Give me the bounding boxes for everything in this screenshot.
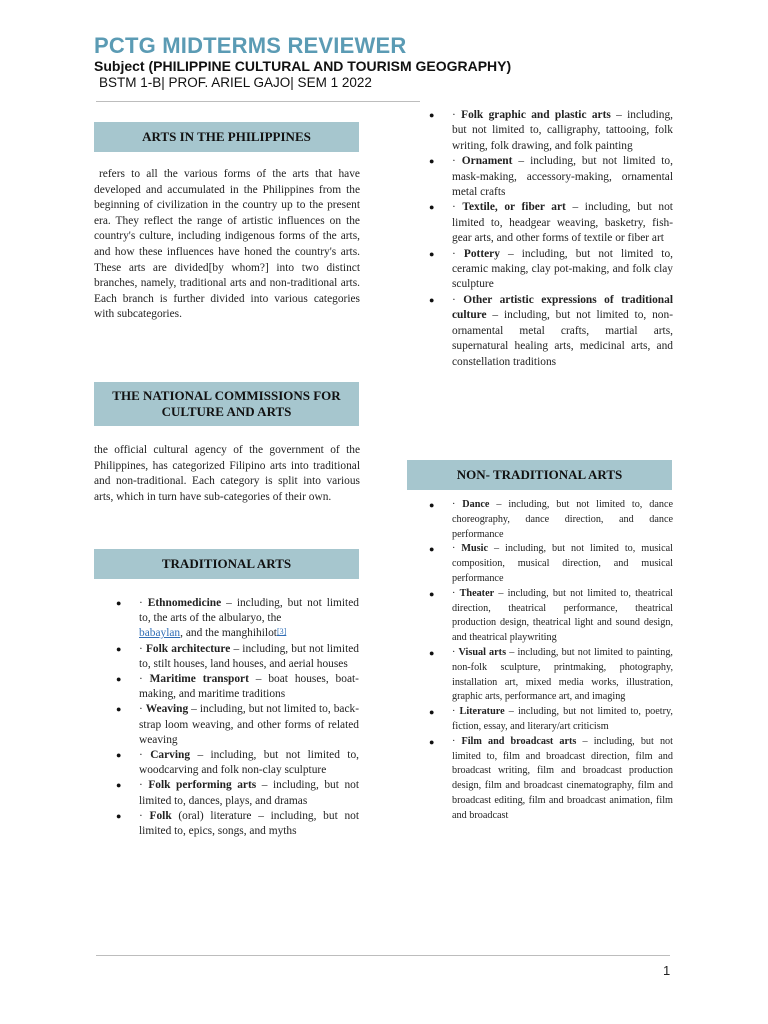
babaylan-link[interactable]: babaylan (139, 627, 181, 640)
list-item: ● · Ethnomedicine – including, but not limited to, the arts of the albularyo, the babaylan, and the manghihilot[3] (139, 596, 359, 642)
list-item: ● · Pottery – including, but not limited to, ceramic making, clay pot-making, and folk clay sculpture (452, 247, 673, 293)
arts-paragraph: refers to all the various forms of the arts that have developed and accumulated in the Philippines from the beginning of civilization in the country up to the present era. They reflect the range of artistic influences on the country's culture, including indigenous forms of the arts, and how these influences have honed the country's arts. These arts are divided[by whom?] into two distinct branches, namely, traditional arts and non-traditional arts. Each branch is further divided into various categories with subcategories. (94, 168, 360, 321)
list-item: ● · Folk architecture – including, but not limited to, stilt houses, land houses, and aerial houses (139, 642, 359, 672)
list-item: ● · Weaving – including, but not limited to, back-strap loom weaving, and other forms of related weaving (139, 702, 359, 748)
list-item: ● · Film and broadcast arts – including, but not limited to, film and broadcast direction, film and broadcast writing, film and broadcast production design, film and broadcast cinematography, film and broadcast editing, film and broadcast animation, film and broadcast (452, 735, 673, 824)
list-item: ● · Carving – including, but not limited to, woodcarving and folk non-clay sculpture (139, 748, 359, 778)
list-item: ● · Folk performing arts – including, but not limited to, dances, plays, and dramas (139, 778, 359, 808)
page-number: 1 (663, 963, 671, 978)
citation-link[interactable]: [3] (276, 627, 287, 637)
list-item: ● · Textile, or fiber art – including, but not limited to, headgear weaving, basketry, fish-gear arts, and other forms of textile or fiber art (452, 200, 673, 246)
section-heading-non-traditional: NON- TRADITIONAL ARTS (407, 460, 672, 490)
list-item: ● · Visual arts – including, but not limited to painting, non-folk sculpture, printmaking, photography, installation art, mixed media works, illustration, graphic arts, performance art, and imaging (452, 646, 673, 705)
ncca-paragraph: the official cultural agency of the government of the Philippines, has categorized Filipino arts into traditional and non-traditional. Each category is split into various arts, which in turn have sub-categories of their own. (94, 444, 360, 503)
header-divider (96, 101, 420, 102)
list-item: ● · Folk (oral) literature – including, but not limited to, epics, songs, and myths (139, 809, 359, 839)
list-item: ● · Maritime transport – boat houses, boat-making, and maritime traditions (139, 672, 359, 702)
page-title: PCTG MIDTERMS REVIEWER (94, 33, 407, 58)
list-item: ● · Other artistic expressions of traditional culture – including, but not limited to, non-ornamental metal crafts, martial arts, supernatural healing arts, medicinal arts, and constellation traditions (452, 293, 673, 370)
traditional-arts-list-continued (452, 108, 673, 370)
list-item: ● · Literature – including, but not limited to, poetry, fiction, essay, and literary/art criticism (452, 705, 673, 735)
list-item: ● · Ornament – including, but not limited to, mask-making, accessory-making, ornamental metal crafts (452, 154, 673, 200)
subject-line: Subject (PHILIPPINE CULTURAL AND TOURISM GEOGRAPHY) (94, 58, 512, 74)
footer-divider (96, 955, 670, 956)
list-item: ● · Folk graphic and plastic arts – including, but not limited to, calligraphy, tattooing, folk writing, folk drawing, and folk painting (452, 108, 673, 154)
course-meta: BSTM 1-B| PROF. ARIEL GAJO| SEM 1 2022 (99, 75, 372, 90)
list-item: ● · Theater – including, but not limited to, theatrical direction, theatrical performance, theatrical production design, theatrical light and sound design, and theatrical playwriting (452, 587, 673, 646)
list-item: ● · Music – including, but not limited to, musical composition, musical direction, and musical performance (452, 542, 673, 586)
section-heading-ncca: THE NATIONAL COMMISSIONS FOR CULTURE AND ARTS (94, 382, 359, 426)
non-traditional-arts-list (452, 498, 673, 824)
section-heading-arts: ARTS IN THE PHILIPPINES (94, 122, 359, 152)
section-heading-traditional: TRADITIONAL ARTS (94, 549, 359, 579)
list-item: ● · Dance – including, but not limited to, dance choreography, dance direction, and dance performance (452, 498, 673, 542)
traditional-arts-list (139, 596, 359, 839)
